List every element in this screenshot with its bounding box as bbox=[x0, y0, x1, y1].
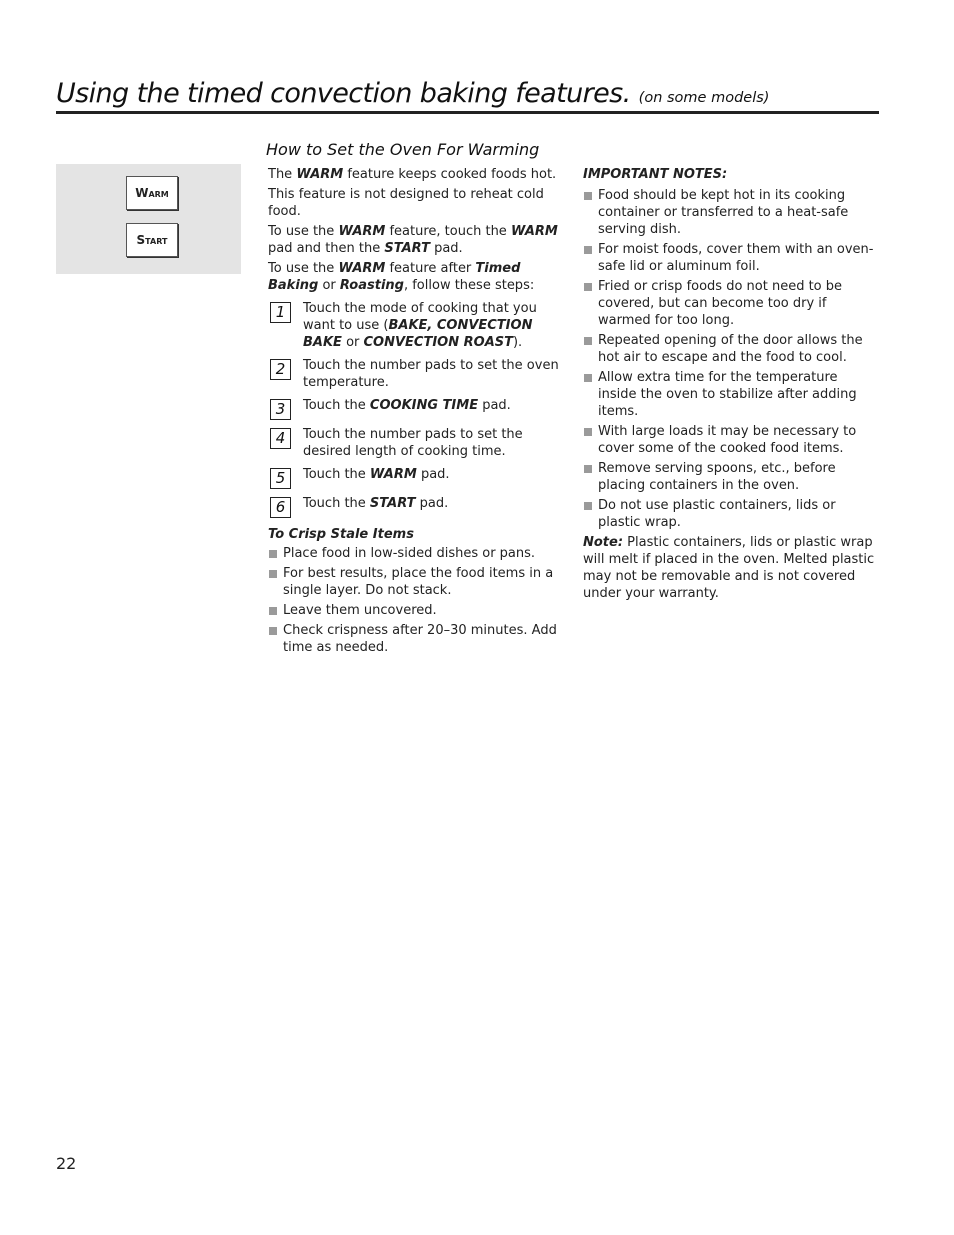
notes-heading: IMPORTANT NOTES: bbox=[583, 167, 728, 182]
list-item bbox=[583, 278, 879, 329]
warm-pad: Warm bbox=[126, 176, 178, 210]
step-item bbox=[268, 466, 568, 489]
text: or bbox=[341, 335, 364, 350]
text: To use the bbox=[268, 224, 339, 239]
emphasis: COOKING TIME bbox=[369, 398, 479, 413]
page-title-main: Using the timed convection baking features. bbox=[56, 78, 631, 109]
page-number: 22 bbox=[56, 1154, 77, 1173]
bullet-square-icon bbox=[269, 627, 277, 635]
list-item-text: Leave them uncovered. bbox=[283, 603, 437, 618]
list-item-text: For moist foods, cover them with an oven-safe lid or aluminum foil. bbox=[598, 242, 874, 274]
intro-text: The bbox=[268, 167, 297, 182]
step-text bbox=[303, 357, 568, 391]
text: pad. bbox=[416, 467, 450, 482]
text: Touch the bbox=[303, 398, 370, 413]
bullet-square-icon bbox=[269, 550, 277, 558]
list-item bbox=[268, 565, 568, 599]
list-item-text: Repeated opening of the door allows the hot air to escape and the food to cool. bbox=[598, 333, 863, 365]
intro-text: feature keeps cooked foods hot. bbox=[343, 167, 557, 182]
intro-line bbox=[268, 166, 568, 183]
step-text bbox=[303, 397, 568, 414]
step-item bbox=[268, 357, 568, 391]
step-number: 3 bbox=[270, 399, 291, 420]
emphasis: WARM bbox=[369, 467, 417, 482]
intro-text: This feature is not designed to reheat cold food. bbox=[268, 187, 544, 219]
list-item-text: Check crispness after 20–30 minutes. Add time as needed. bbox=[283, 623, 557, 655]
emphasis: Timed Baking bbox=[268, 261, 521, 293]
section-heading: How to Set the Oven For Warming bbox=[266, 140, 540, 159]
to-use-paragraph bbox=[268, 223, 568, 257]
step-number: 4 bbox=[270, 428, 291, 449]
bullet-square-icon bbox=[584, 337, 592, 345]
crisp-list bbox=[268, 545, 568, 656]
text: pad. bbox=[429, 241, 463, 256]
list-item bbox=[583, 241, 879, 275]
step-text bbox=[303, 300, 568, 351]
crisp-heading: To Crisp Stale Items bbox=[268, 527, 414, 542]
emphasis: START bbox=[369, 496, 416, 511]
text: Touch the bbox=[303, 496, 370, 511]
emphasis: BAKE, CONVECTION BAKE bbox=[303, 318, 533, 350]
text: ). bbox=[512, 335, 523, 350]
list-item bbox=[583, 369, 879, 420]
step-item bbox=[268, 397, 568, 420]
emphasis: WARM bbox=[338, 261, 386, 276]
bullet-square-icon bbox=[584, 192, 592, 200]
text: pad and then the bbox=[268, 241, 385, 256]
text: Touch the mode of cooking that you want to use ( bbox=[303, 301, 537, 333]
text: To use the bbox=[268, 261, 339, 276]
step-number: 6 bbox=[270, 497, 291, 518]
text: feature, touch the bbox=[385, 224, 511, 239]
list-item-text: With large loads it may be necessary to cover some of the cooked food items. bbox=[598, 424, 857, 456]
list-item-text: Allow extra time for the temperature inside the oven to stabilize after adding items. bbox=[598, 370, 857, 419]
bullet-square-icon bbox=[269, 570, 277, 578]
emphasis: CONVECTION ROAST bbox=[363, 335, 513, 350]
step-item bbox=[268, 300, 568, 351]
note-text: Plastic containers, lids or plastic wrap will melt if placed in the oven. Melted plastic may not be removable and is not covered under your warranty. bbox=[583, 535, 875, 601]
intro-line bbox=[268, 186, 568, 220]
text: Touch the number pads to set the desired length of cooking time. bbox=[303, 427, 523, 459]
text: or bbox=[318, 278, 340, 293]
note-label: Note: bbox=[583, 535, 624, 550]
after-paragraph bbox=[268, 260, 568, 294]
notes-list bbox=[583, 187, 879, 531]
emphasis: START bbox=[384, 241, 430, 256]
text: feature after bbox=[385, 261, 476, 276]
bullet-square-icon bbox=[584, 502, 592, 510]
list-item-text: Do not use plastic containers, lids or plastic wrap. bbox=[598, 498, 836, 530]
list-item-text: Fried or crisp foods do not need to be covered, but can become too dry if warmed for too long. bbox=[598, 279, 843, 328]
list-item bbox=[583, 332, 879, 366]
step-item bbox=[268, 495, 568, 518]
list-item bbox=[583, 187, 879, 238]
list-item-text: Remove serving spoons, etc., before placing containers in the oven. bbox=[598, 461, 836, 493]
page-title bbox=[56, 78, 879, 114]
step-item bbox=[268, 426, 568, 460]
list-item-text: For best results, place the food items in a single layer. Do not stack. bbox=[283, 566, 554, 598]
text: pad. bbox=[415, 496, 449, 511]
bullet-square-icon bbox=[584, 283, 592, 291]
emphasis: WARM bbox=[338, 224, 386, 239]
instructions-column bbox=[268, 166, 568, 659]
warranty-note bbox=[583, 534, 879, 602]
control-pad-illustration bbox=[56, 164, 241, 274]
step-text bbox=[303, 466, 568, 483]
step-text bbox=[303, 495, 568, 512]
list-item bbox=[268, 545, 568, 562]
intro-emphasis: WARM bbox=[296, 167, 344, 182]
list-item bbox=[583, 460, 879, 494]
list-item-text: Place food in low-sided dishes or pans. bbox=[283, 546, 536, 561]
text: pad. bbox=[478, 398, 511, 413]
list-item bbox=[583, 423, 879, 457]
start-pad: Start bbox=[126, 223, 178, 257]
bullet-square-icon bbox=[584, 374, 592, 382]
list-item bbox=[268, 602, 568, 619]
list-item bbox=[268, 622, 568, 656]
bullet-square-icon bbox=[269, 607, 277, 615]
bullet-square-icon bbox=[584, 465, 592, 473]
emphasis: WARM bbox=[510, 224, 558, 239]
step-number: 1 bbox=[270, 302, 291, 323]
list-item-text: Food should be kept hot in its cooking container or transferred to a heat-safe serving dish. bbox=[598, 188, 849, 237]
bullet-square-icon bbox=[584, 246, 592, 254]
emphasis: Roasting bbox=[339, 278, 404, 293]
bullet-square-icon bbox=[584, 428, 592, 436]
list-item bbox=[583, 497, 879, 531]
text: , follow these steps: bbox=[403, 278, 535, 293]
step-number: 5 bbox=[270, 468, 291, 489]
page-title-subtitle: (on some models) bbox=[638, 90, 770, 106]
text: Touch the bbox=[303, 467, 370, 482]
text: Touch the number pads to set the oven temperature. bbox=[303, 358, 559, 390]
notes-column bbox=[583, 166, 879, 602]
step-number: 2 bbox=[270, 359, 291, 380]
step-text bbox=[303, 426, 568, 460]
